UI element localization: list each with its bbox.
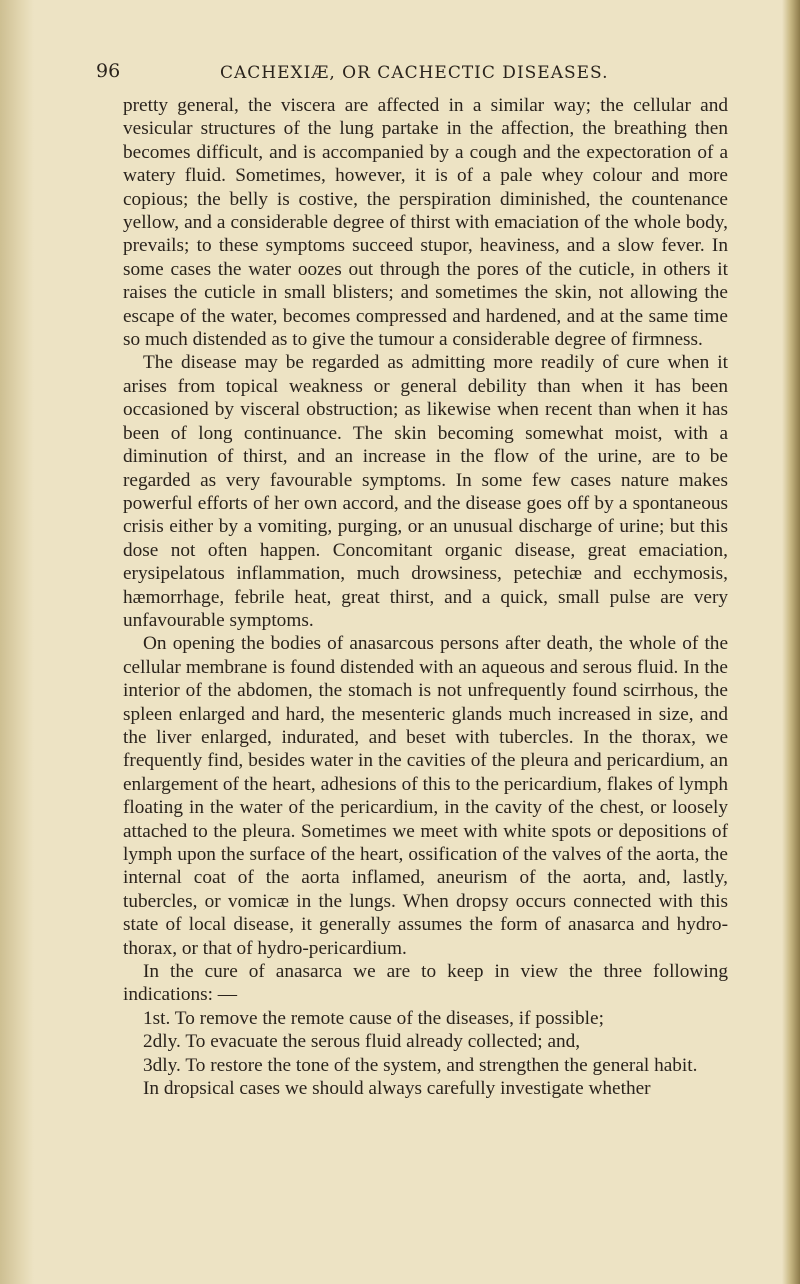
book-page (70, 58, 750, 1268)
indication-3: 3dly. To restore the tone of the system, and strengthen the general habit. (143, 1054, 698, 1076)
body-text (123, 94, 728, 1100)
paragraph-3: On opening the bodies of anasarcous persons after death, the whole of the cellular membrane is found distended with an aqueous and serous fluid. In the interior of the abdomen, the stomach is not unfrequently found scirrhous, the spleen enlarged and hard, the mesenteric glands much increased in size, and the liver enlarged, indurated, and beset with tubercles. In the thorax, we frequently find, besides water in the cavities of the pleura and pericardium, an enlargement of the heart, adhesions of this to the pericardium, flakes of lymph floating in the water of the pericardium, in the cavity of the chest, or loosely attached to the pleura. Sometimes we meet with white spots or depositions of lymph upon the surface of the heart, ossification of the valves of the aorta, the internal coat of the aorta inflamed, aneurism of the aorta, and, lastly, tubercles, or vomicæ in the lungs. When dropsy occurs connected with this state of local disease, it generally assumes the form of anasarca and hydro-thorax, or that of hydro-pericardium. (123, 633, 728, 959)
indication-2: 2dly. To evacuate the serous fluid already collected; and, (143, 1031, 581, 1053)
paragraph-4: In the cure of anasarca we are to keep in view the three following indications: — (123, 961, 728, 1006)
paragraph-1: pretty general, the viscera are affected in a similar way; the cellular and vesicular structures of the lung partake in the affection, the breathing then becomes difficult, and is accompanied by a cough and the expectoration of a watery fluid. Sometimes, however, it is of a pale whey colour and more copious; the belly is costive, the perspiration diminished, the countenance yellow, and a considerable degree of thirst with emaciation of the whole body, prevails; to these symptoms succeed stupor, heaviness, and a slow fever. In some cases the water oozes out through the pores of the cuticle, in others it raises the cuticle in small blisters; and sometimes the skin, not allowing the escape of the water, becomes compressed and hardened, and at the same time so much distended as to give the tumour a considerable degree of firmness. (123, 95, 728, 351)
closing-line: In dropsical cases we should always carefully investigate whether (143, 1078, 651, 1100)
indication-1: 1st. To remove the remote cause of the diseases, if possible; (143, 1007, 604, 1029)
page-number: 96 (96, 60, 121, 82)
page-left-edge (0, 0, 34, 1284)
paragraph-2: The disease may be regarded as admitting more readily of cure when it arises from topical weakness or general debility than when it has been occasioned by visceral obstruction; as likewise when recent than when it has been of long continuance. The skin becoming somewhat moist, with a diminution of thirst, and an increase in the flow of the urine, are to be regarded as very favourable symptoms. In some few cases nature makes powerful efforts of her own accord, and the disease goes off by a spontaneous crisis either by a vomiting, purging, or an unusual discharge of urine; but this dose not often happen. Concomitant organic disease, great emaciation, erysipelatous inflammation, much drowsiness, petechiæ and ecchymosis, hæmorrhage, febrile heat, great thirst, and a quick, small pulse are very unfavourable symptoms. (123, 352, 728, 631)
page-right-edge (782, 0, 800, 1284)
running-title: CACHEXIÆ, OR CACHECTIC DISEASES. (220, 63, 609, 83)
